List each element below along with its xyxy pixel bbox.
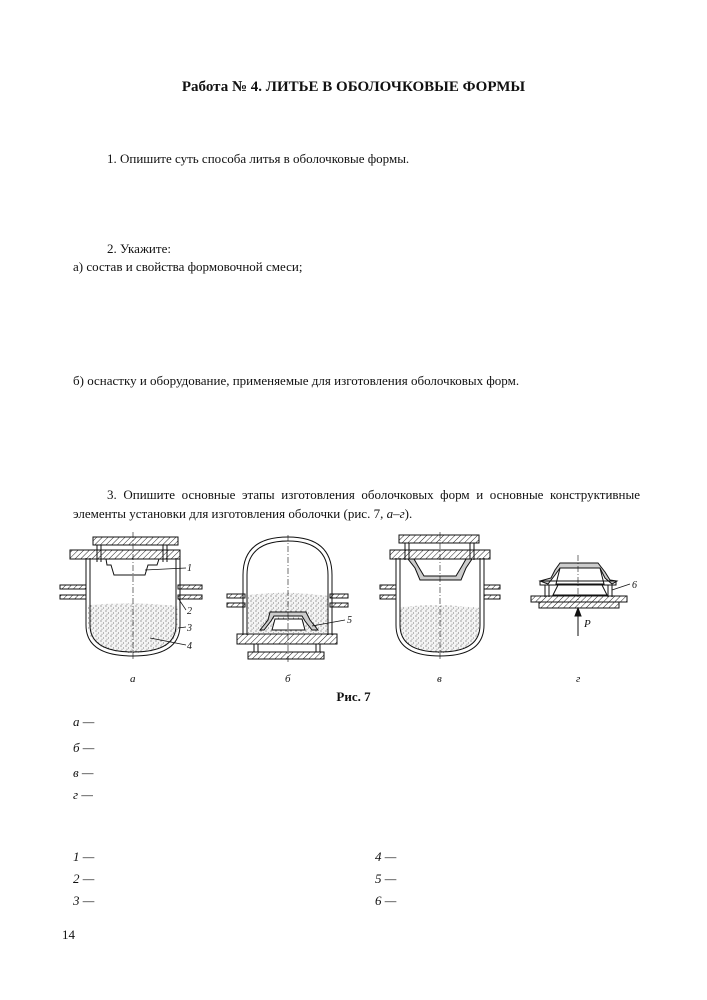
answer-6: 6 —	[375, 893, 397, 908]
question-1: 1. Опишите суть способа литья в оболочковые формы.	[107, 151, 410, 166]
answer-3: 3 —	[73, 893, 95, 908]
subfigure-label-a: а	[130, 673, 136, 685]
subfigure-label-b: б	[285, 673, 291, 685]
callout-4: 4	[187, 641, 192, 652]
answer-4: 4 —	[375, 849, 397, 864]
page-number: 14	[62, 927, 75, 942]
callout-5: 5	[347, 615, 352, 626]
callout-1: 1	[187, 563, 192, 574]
callout-6: 6	[632, 580, 637, 591]
question-2b: б) оснастку и оборудование, применяемые для изготовления оболочковых форм.	[73, 373, 520, 388]
question-3-end: ).	[404, 506, 413, 521]
question-3-ref: а–г	[386, 506, 405, 521]
question-2: 2. Укажите:	[107, 241, 171, 256]
question-3-text: 3. Опишите основные этапы изготовления оболочковых форм и основные конструктивные элементы установки для изготовления оболочки (рис. 7,	[73, 487, 640, 521]
figure-a-drawing	[60, 532, 202, 660]
page-title: Работа № 4. ЛИТЬЕ В ОБОЛОЧКОВЫЕ ФОРМЫ	[181, 79, 526, 95]
figure-b-drawing	[227, 535, 348, 662]
callout-3: 3	[187, 623, 192, 634]
subfigure-label-d: г	[576, 673, 581, 685]
answer-2: 2 —	[73, 871, 95, 886]
figure-c-drawing	[380, 532, 500, 660]
answer-c: в —	[73, 765, 94, 780]
answer-d: г —	[73, 787, 93, 802]
figure-d-drawing	[531, 555, 630, 636]
callout-2: 2	[187, 606, 192, 617]
question-2a: а) состав и свойства формовочной смеси;	[73, 259, 303, 274]
answer-5: 5 —	[375, 871, 397, 886]
subfigure-label-c: в	[437, 673, 442, 685]
force-label: P	[584, 618, 591, 630]
answer-1: 1 —	[73, 849, 95, 864]
figure-caption: Рис. 7	[336, 689, 371, 704]
answer-b: б —	[73, 740, 95, 755]
answer-a: а —	[73, 714, 95, 729]
